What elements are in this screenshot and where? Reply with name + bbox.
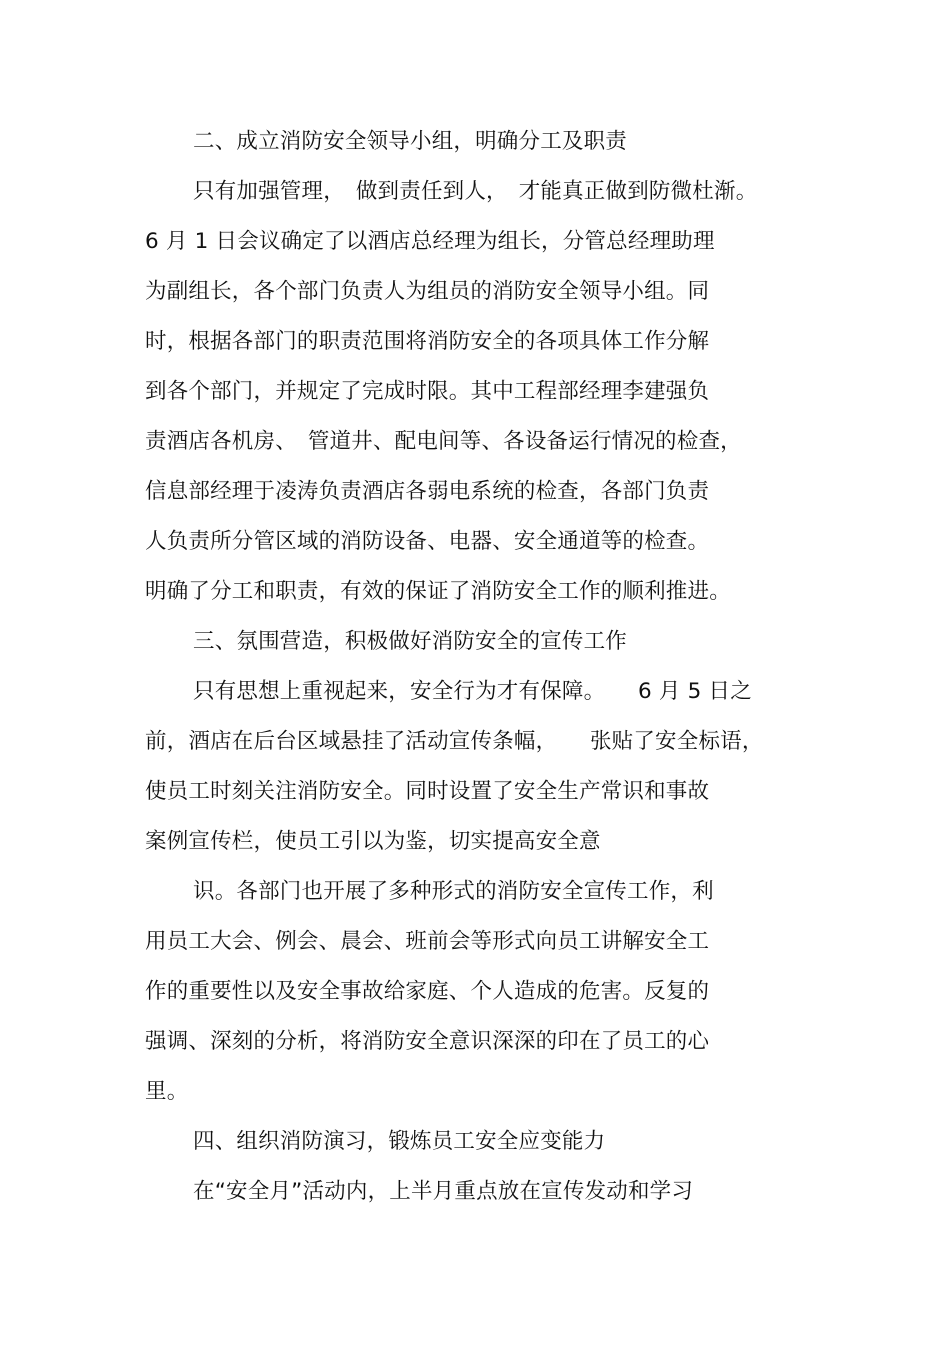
section-heading-2: 二、成立消防安全领导小组，明确分工及职责 <box>193 129 628 154</box>
paragraph-line: 案例宣传栏，使员工引以为鉴，切实提高安全意 <box>145 829 601 854</box>
paragraph-line: 明确了分工和职责，有效的保证了消防安全工作的顺利推进。 <box>145 579 731 604</box>
paragraph-line: 只有思想上重视起来，安全行为才有保障。 6 月 5 日之 <box>193 679 752 704</box>
paragraph-line: 在“安全月”活动内，上半月重点放在宣传发动和学习 <box>193 1179 694 1204</box>
paragraph-line: 使员工时刻关注消防安全。同时设置了安全生产常识和事故 <box>145 779 710 804</box>
section-heading-4: 四、组织消防演习，锻炼员工安全应变能力 <box>193 1129 606 1154</box>
paragraph-line: 里。 <box>145 1079 189 1104</box>
paragraph-line: 到各个部门，并规定了完成时限。其中工程部经理李建强负 <box>145 379 710 404</box>
paragraph-line: 识。各部门也开展了多种形式的消防安全宣传工作，利 <box>193 879 714 904</box>
paragraph-line: 为副组长，各个部门负责人为组员的消防安全领导小组。同 <box>145 279 710 304</box>
paragraph-line: 信息部经理于凌涛负责酒店各弱电系统的检查，各部门负责 <box>145 479 710 504</box>
paragraph-line: 人负责所分管区域的消防设备、电器、安全通道等的检查。 <box>145 529 710 554</box>
paragraph-line: 强调、深刻的分析，将消防安全意识深深的印在了员工的心 <box>145 1029 710 1054</box>
paragraph-line: 前，酒店在后台区域悬挂了活动宣传条幅， 张贴了安全标语， <box>145 729 764 754</box>
paragraph-line: 时，根据各部门的职责范围将消防安全的各项具体工作分解 <box>145 329 710 354</box>
paragraph-line: 作的重要性以及安全事故给家庭、个人造成的危害。反复的 <box>145 979 710 1004</box>
paragraph-line: 责酒店各机房、 管道井、配电间等、各设备运行情况的检查， <box>145 429 742 454</box>
paragraph-line: 6 月 1 日会议确定了以酒店总经理为组长，分管总经理助理 <box>145 229 715 254</box>
paragraph-line: 只有加强管理， 做到责任到人， 才能真正做到防微杜渐。 <box>193 179 758 204</box>
section-heading-3: 三、氛围营造，积极做好消防安全的宣传工作 <box>193 629 628 654</box>
paragraph-line: 用员工大会、例会、晨会、班前会等形式向员工讲解安全工 <box>145 929 710 954</box>
